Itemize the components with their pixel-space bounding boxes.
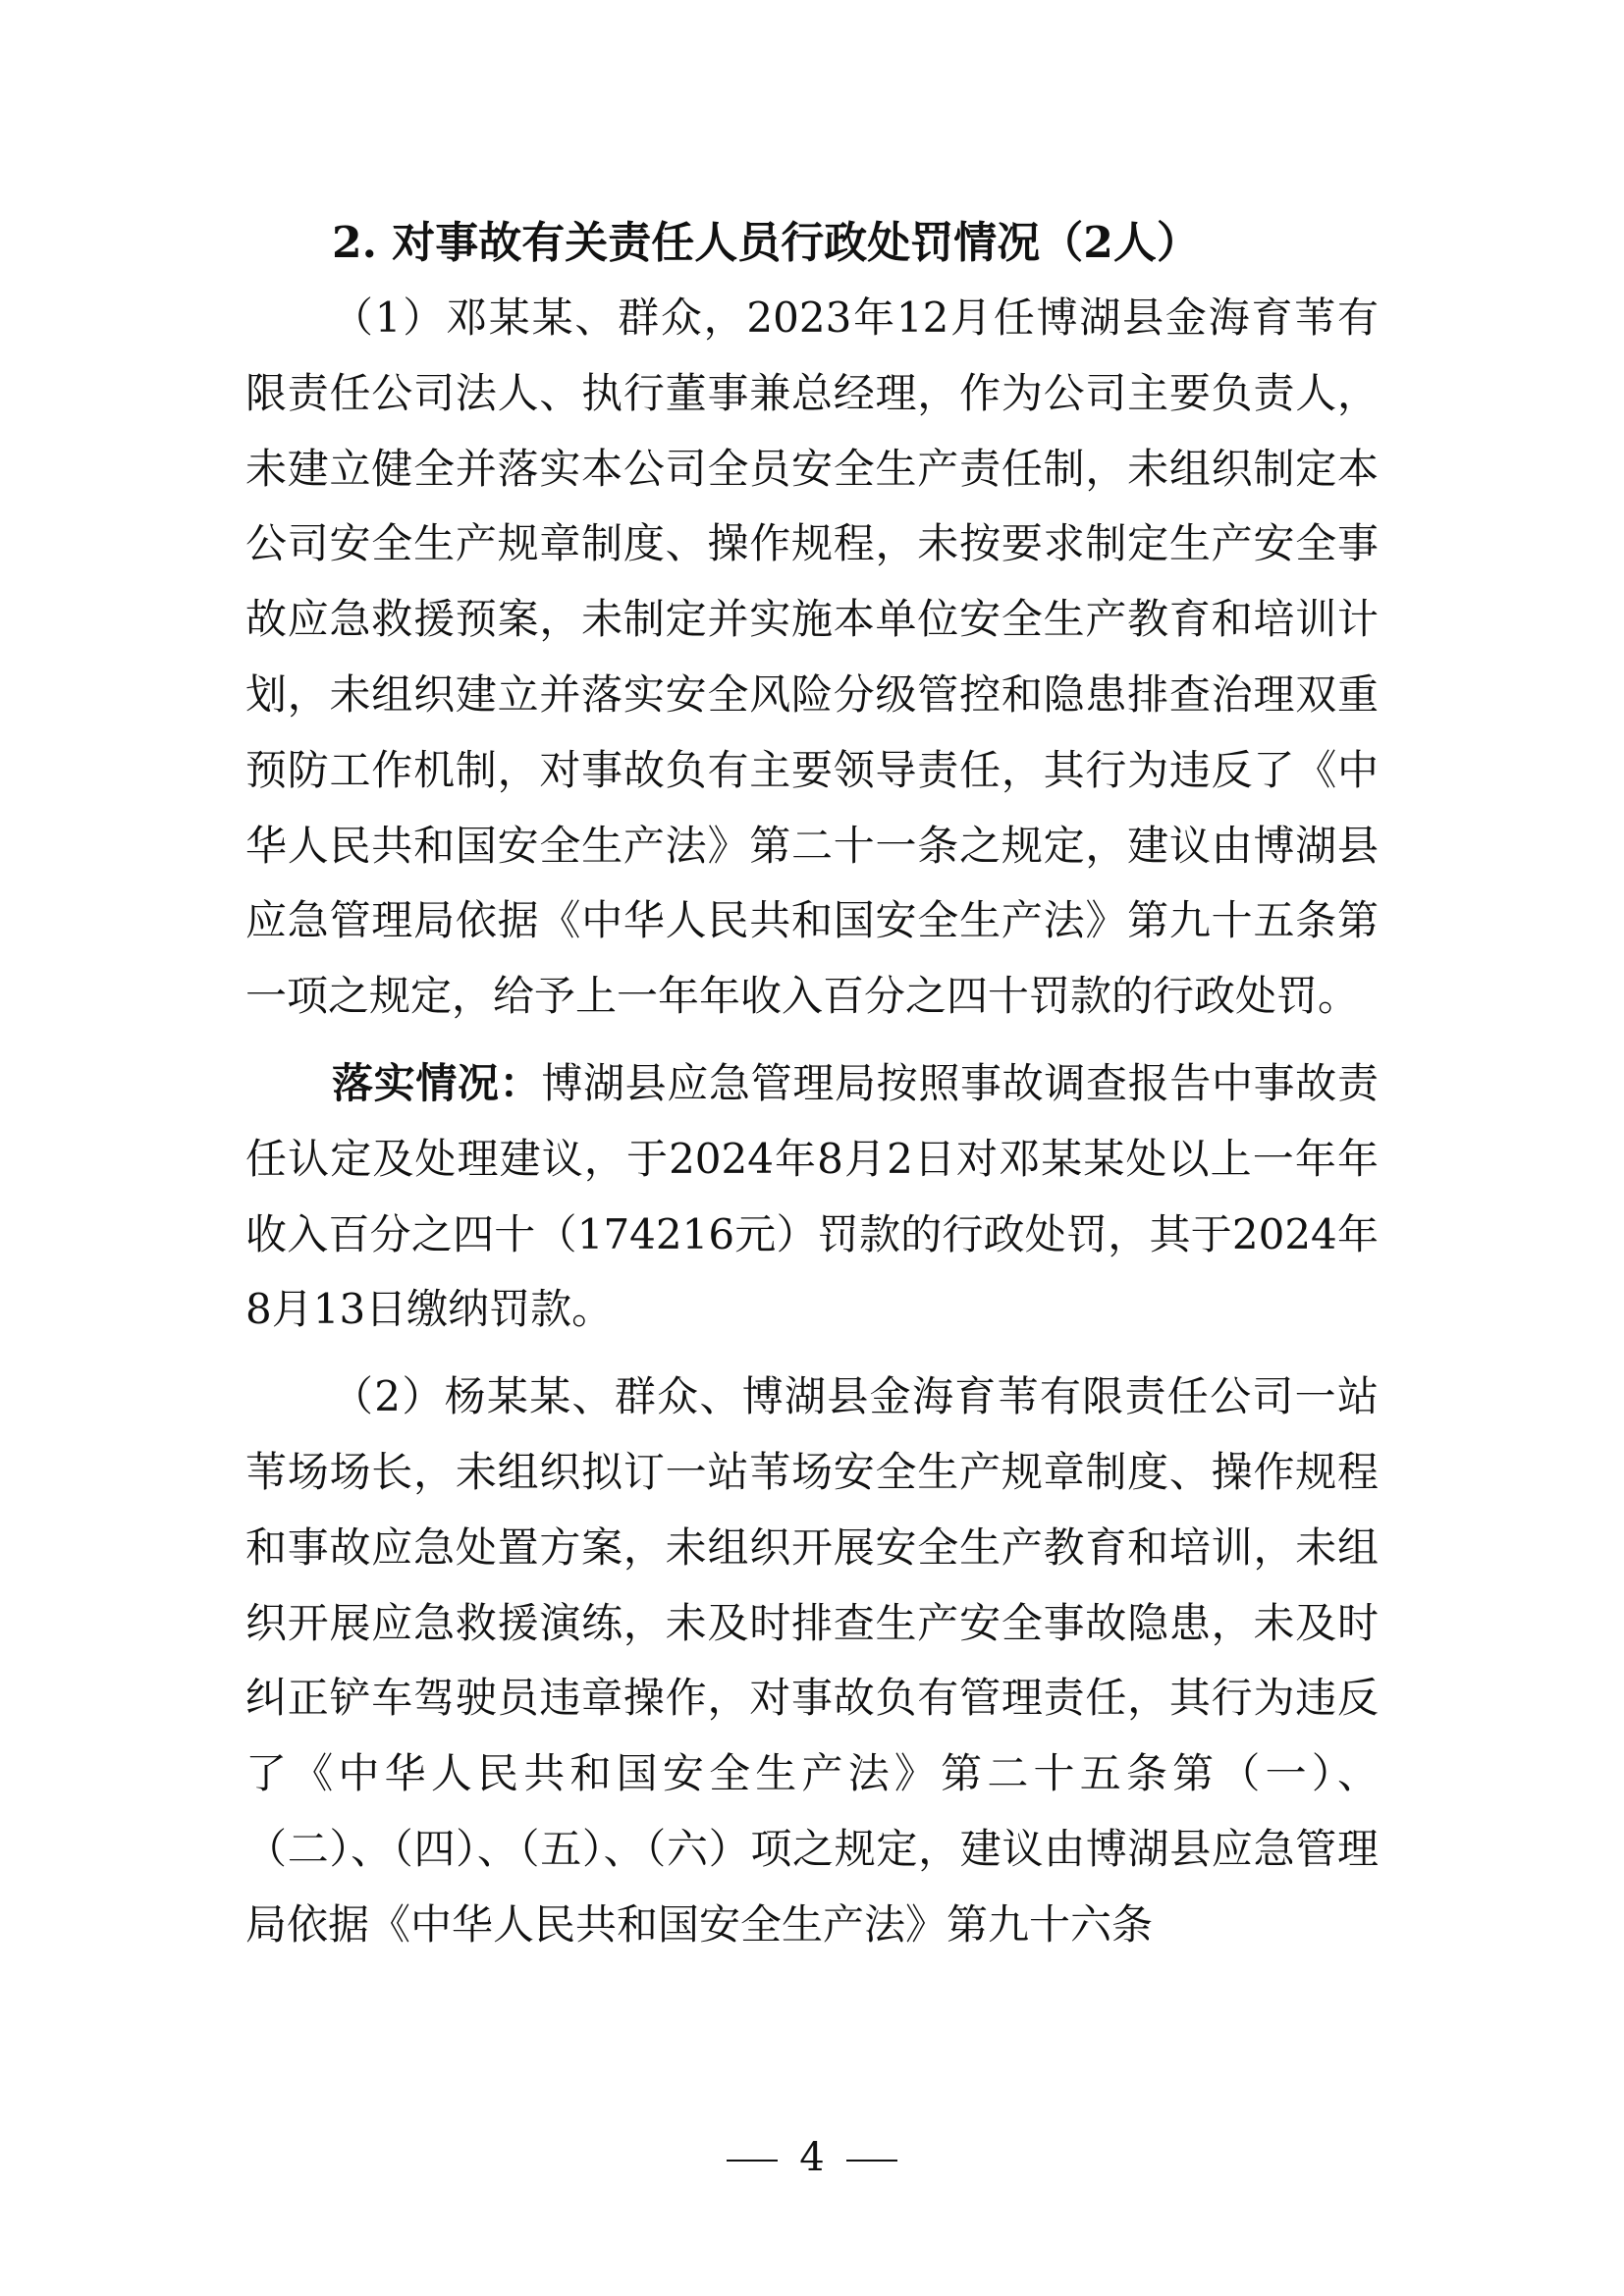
paragraph-implementation-text: 博湖县应急管理局按照事故调查报告中事故责任认定及处理建议，于2024年8月2日对邓某某处以上一年年收入百分之四十（174216元）罚款的行政处罚，其于2024年8月13日缴纳罚款。: [245, 1058, 1379, 1334]
footer-dash-right: [846, 2160, 897, 2162]
implementation-label: 落实情况：: [332, 1058, 542, 1107]
paragraph-yang-text: （2）杨某某、群众、博湖县金海育苇有限责任公司一站苇场场长，未组织拟订一站苇场安全生产规章制度、操作规程和事故应急处置方案，未组织开展安全生产教育和培训，未组织开展应急救援演练，未及时排查生产安全事故隐患，未及时纠正铲车驾驶员违章操作，对事故负有管理责任，其行为违反了《中华人民共和国安全生产法》第二十五条第（一）、（二）、（四）、（五）、（六）项之规定，建议由博湖县应急管理局依据《中华人民共和国安全生产法》第九十六条: [245, 1372, 1379, 1949]
section-heading: 2. 对事故有关责任人员行政处罚情况（2人）: [332, 218, 1200, 268]
document-body: [245, 206, 1379, 1963]
paragraph-deng-text: （1）邓某某、群众，2023年12月任博湖县金海育苇有限责任公司法人、执行董事兼总经理，作为公司主要负责人，未建立健全并落实本公司全员安全生产责任制，未组织制定本公司安全生产规章制度、操作规程，未按要求制定生产安全事故应急救援预案，未制定并实施本单位安全生产教育和培训计划，未组织建立并落实安全风险分级管控和隐患排查治理双重预防工作机制，对事故负有主要领导责任，其行为违反了《中华人民共和国安全生产法》第二十一条之规定，建议由博湖县应急管理局依据《中华人民共和国安全生产法》第九十五条第一项之规定，给予上一年年收入百分之四十罚款的行政处罚。: [245, 294, 1379, 1021]
paragraph-implementation: [245, 1046, 1379, 1348]
page-number: 4: [799, 2135, 825, 2180]
paragraph-yang: [245, 1360, 1379, 1962]
paragraph-deng: [245, 281, 1379, 1035]
footer-dash-left: [727, 2160, 778, 2162]
page-footer: [0, 2128, 1624, 2187]
